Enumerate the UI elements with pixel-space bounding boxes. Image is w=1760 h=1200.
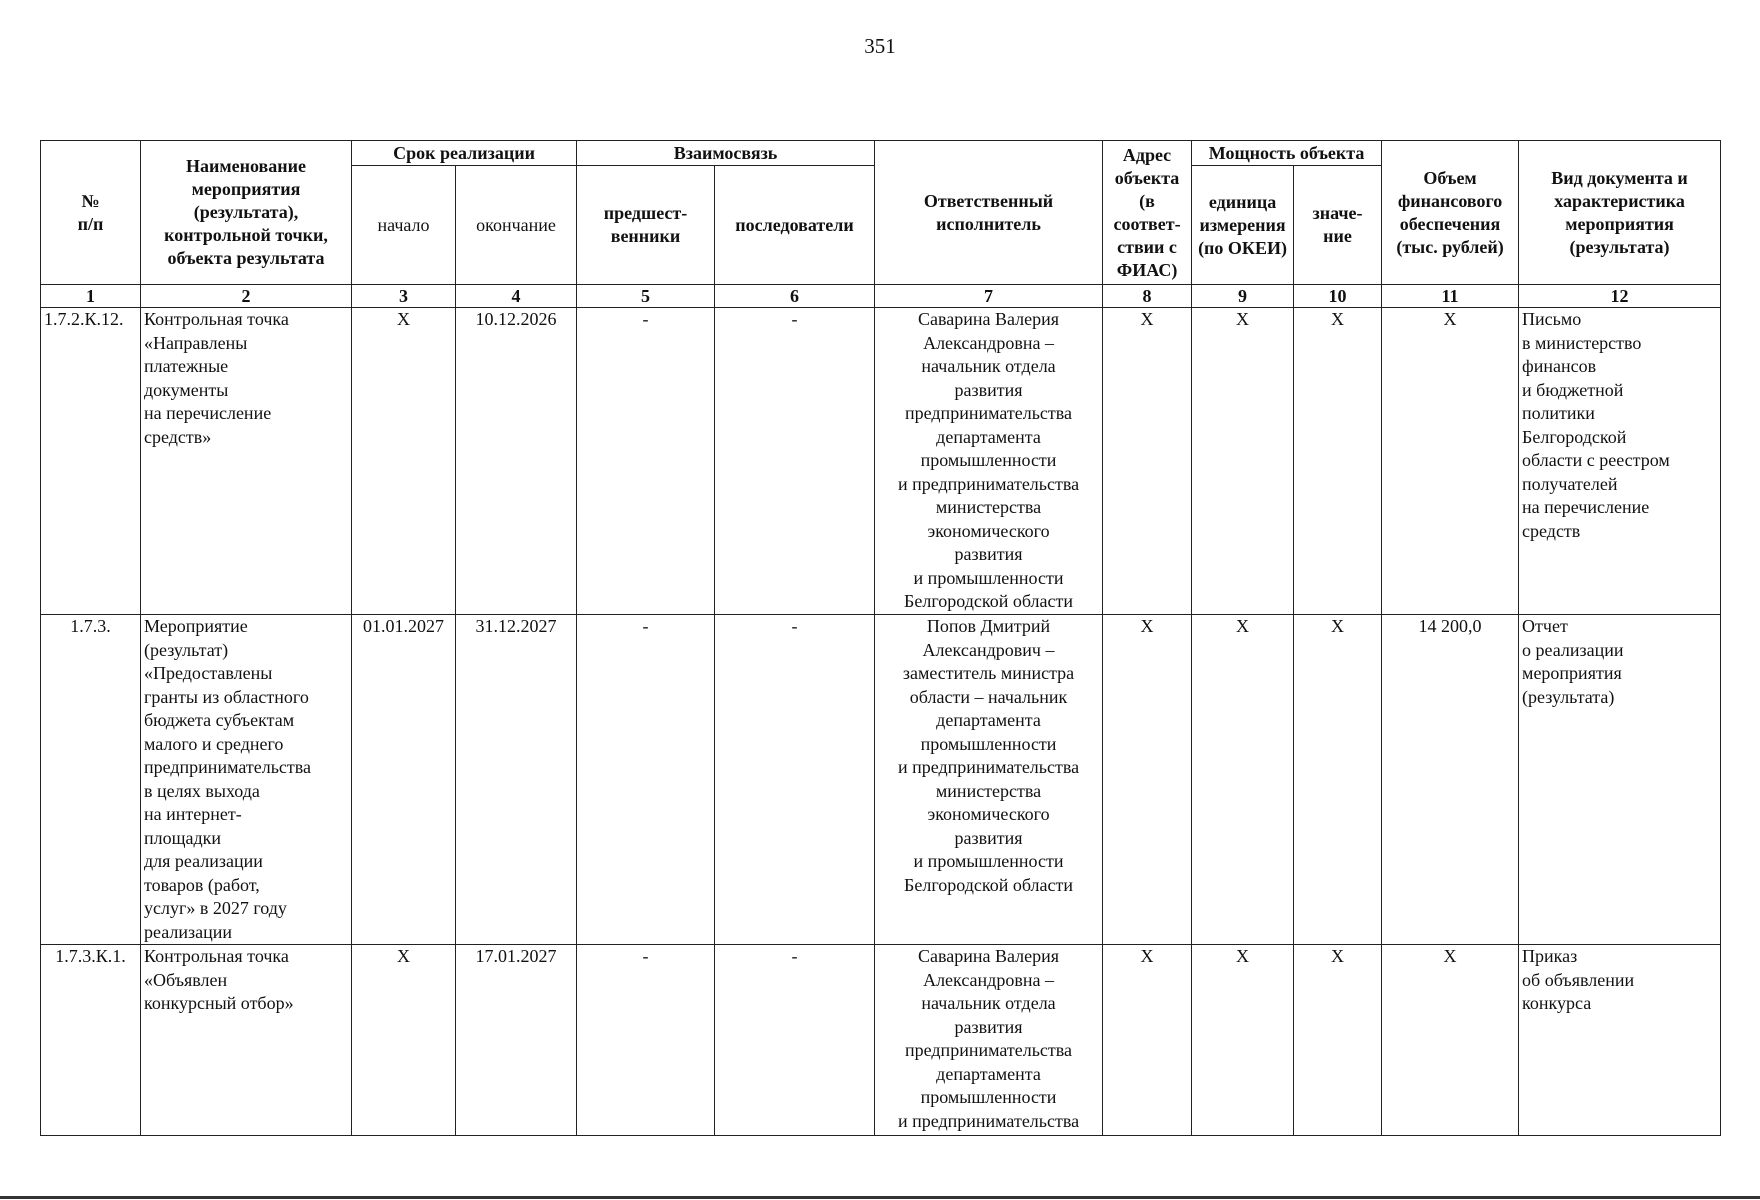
header-finance: Объем финансового обеспечения (тыс. рублей) xyxy=(1382,141,1519,285)
row-finance: X xyxy=(1382,945,1519,1136)
row-value: X xyxy=(1294,945,1382,1136)
table-row xyxy=(41,308,1721,615)
page-number: 351 xyxy=(864,34,896,58)
row-doc-type: Письмо в министерство финансов и бюджетной политики Белгородской области с реестром получателей на перечисление средств xyxy=(1519,308,1721,615)
header-address: Адрес объекта (в соответ-ствии с ФИАС) xyxy=(1103,141,1192,285)
row-number: 1.7.3.К.1. xyxy=(41,945,141,1136)
column-number: 8 xyxy=(1103,285,1192,308)
row-name: Мероприятие (результат) «Предоставлены гранты из областного бюджета субъектам малого и среднего предпринимательства в целях выхода на интернет- площадки для реализации товаров (работ, услуг» в 2027 году реализации xyxy=(141,615,352,945)
row-finance: X xyxy=(1382,308,1519,615)
table-row xyxy=(41,945,1721,1136)
row-predecessors: - xyxy=(577,945,715,1136)
header-predecessors: предшест- венники xyxy=(577,166,715,285)
row-value: X xyxy=(1294,615,1382,945)
row-start: 01.01.2027 xyxy=(352,615,456,945)
row-responsible: Попов Дмитрий Александрович – заместитель министра области – начальник департамента промышленности и предпринимательства министерства экономического развития и промышленности Белгородской области xyxy=(875,615,1103,945)
row-unit: X xyxy=(1192,308,1294,615)
bottom-rule xyxy=(0,1196,1760,1199)
column-number: 3 xyxy=(352,285,456,308)
row-successors: - xyxy=(715,945,875,1136)
row-name: Контрольная точка «Объявлен конкурсный отбор» xyxy=(141,945,352,1136)
row-successors: - xyxy=(715,615,875,945)
row-doc-type: Приказ об объявлении конкурса xyxy=(1519,945,1721,1136)
header-value: значе- ние xyxy=(1294,166,1382,285)
header-responsible: Ответственный исполнитель xyxy=(875,141,1103,285)
row-address: X xyxy=(1103,945,1192,1136)
row-start: X xyxy=(352,945,456,1136)
column-number: 5 xyxy=(577,285,715,308)
row-end: 10.12.2026 xyxy=(456,308,577,615)
row-start: X xyxy=(352,308,456,615)
row-successors: - xyxy=(715,308,875,615)
column-number: 9 xyxy=(1192,285,1294,308)
header-relation: Взаимосвязь xyxy=(577,141,875,166)
header-unit: единица измерения (по ОКЕИ) xyxy=(1192,166,1294,285)
row-responsible: Саварина Валерия Александровна – начальник отдела развития предпринимательства департамента промышленности и предпринимательства xyxy=(875,945,1103,1136)
plan-table xyxy=(40,140,1721,1136)
column-number: 7 xyxy=(875,285,1103,308)
header-num: № п/п xyxy=(41,141,141,285)
header-capacity: Мощность объекта xyxy=(1192,141,1382,166)
header-name: Наименование мероприятия (результата), контрольной точки, объекта результата xyxy=(141,141,352,285)
header-start: начало xyxy=(352,166,456,285)
row-number: 1.7.2.К.12. xyxy=(41,308,141,615)
row-unit: X xyxy=(1192,945,1294,1136)
row-number: 1.7.3. xyxy=(41,615,141,945)
column-number: 2 xyxy=(141,285,352,308)
row-address: X xyxy=(1103,615,1192,945)
header-end: окончание xyxy=(456,166,577,285)
row-end: 31.12.2027 xyxy=(456,615,577,945)
column-number: 1 xyxy=(41,285,141,308)
row-address: X xyxy=(1103,308,1192,615)
column-number: 11 xyxy=(1382,285,1519,308)
column-number: 12 xyxy=(1519,285,1721,308)
row-end: 17.01.2027 xyxy=(456,945,577,1136)
header-successors: последователи xyxy=(715,166,875,285)
header-doc-type: Вид документа и характеристика мероприятия (результата) xyxy=(1519,141,1721,285)
row-doc-type: Отчет о реализации мероприятия (результата) xyxy=(1519,615,1721,945)
row-predecessors: - xyxy=(577,308,715,615)
column-number: 6 xyxy=(715,285,875,308)
column-number: 10 xyxy=(1294,285,1382,308)
row-predecessors: - xyxy=(577,615,715,945)
table-row xyxy=(41,615,1721,945)
row-unit: X xyxy=(1192,615,1294,945)
row-finance: 14 200,0 xyxy=(1382,615,1519,945)
row-responsible: Саварина Валерия Александровна – начальник отдела развития предпринимательства департамента промышленности и предпринимательства министерства экономического развития и промышленности Белгородской области xyxy=(875,308,1103,615)
row-value: X xyxy=(1294,308,1382,615)
header-term: Срок реализации xyxy=(352,141,577,166)
column-number: 4 xyxy=(456,285,577,308)
row-name: Контрольная точка «Направлены платежные документы на перечисление средств» xyxy=(141,308,352,615)
